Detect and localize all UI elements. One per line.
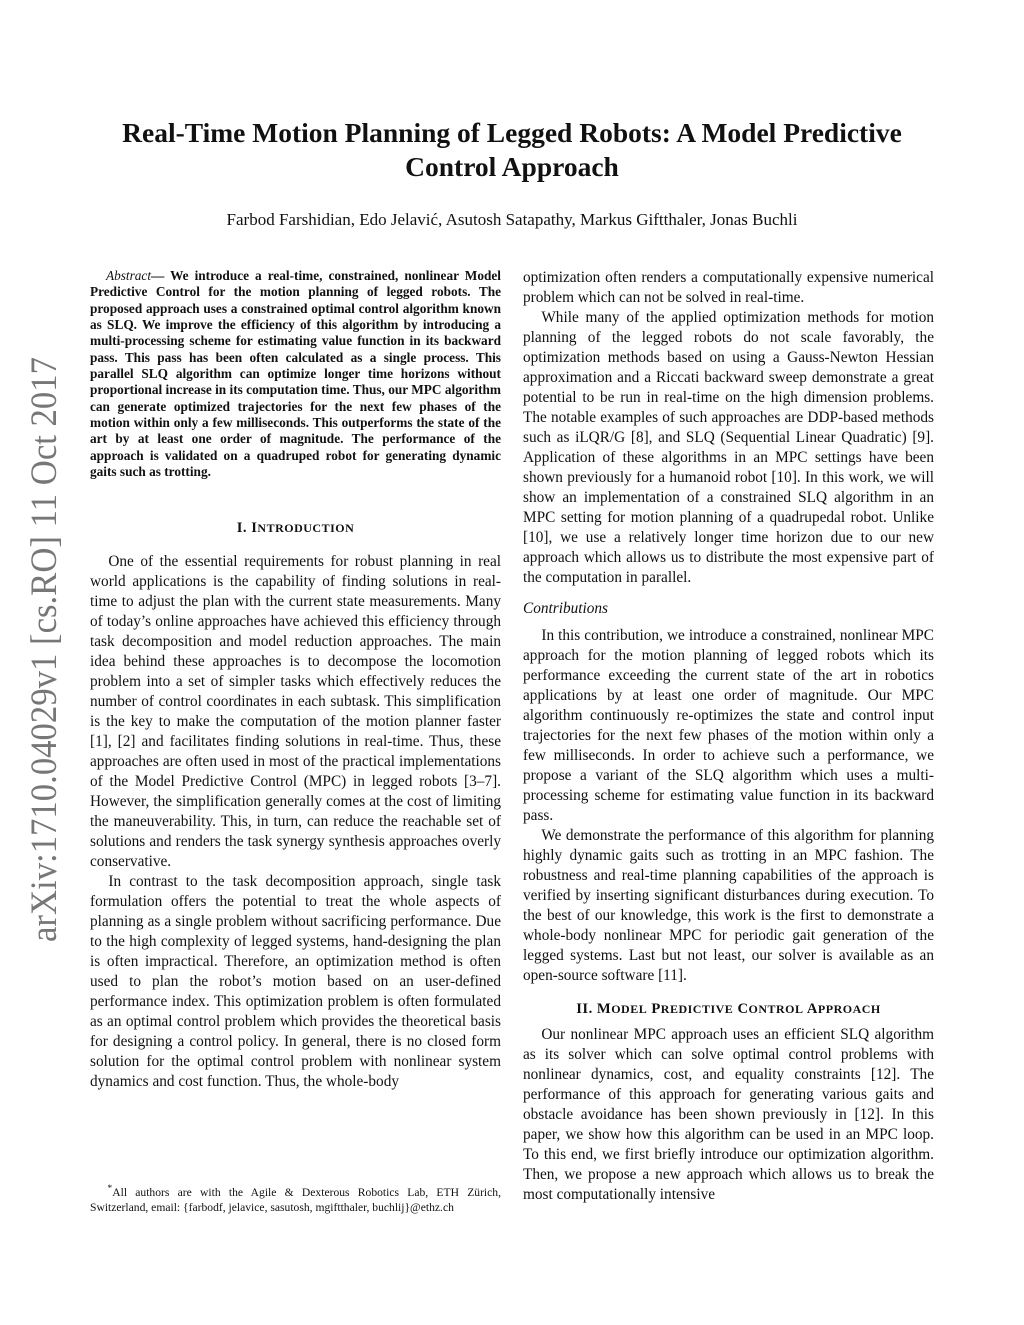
right-paragraph-2: While many of the applied optimization methods for motion planning of the legged robots do not scale favorably, the optimization methods based on using a Gauss-Newton Hessian approximation and a Riccati backward sweep demonstrate a great potential to be run in real-time on the high dimension problems. The notable examples of such approaches are DDP-based methods such as iLQR/G [8], and SLQ (Sequential Linear Quadratic) [9]. Application of these algorithms in an MPC settings have been shown previously for a humanoid robot [10]. In this work, we will show an implementation of a constrained SLQ algorithm in an MPC setting for motion planning of a quadrupedal robot. Unlike [10], we use a relatively longer time horizon due to our new approach which allows us to distribute the most expensive part of the computation in parallel. [523, 309, 934, 586]
section-heading-mpc-approach: II. MODEL PREDICTIVE CONTROL APPROACH [576, 1001, 881, 1017]
abstract-text: — We introduce a real-time, constrained, nonlinear Model Predictive Control for the motion planning of legged robots. The proposed approach uses a constrained optimal control algorithm known as SLQ. We improve the efficiency of this algorithm by introducing a multi-processing scheme for estimating value function in its backward pass. This pass has been often calculated as a single process. This parallel SLQ algorithm can optimize longer time horizons without proportional increase in its computation time. Thus, our MPC algorithm can generate optimized trajectories for the next few phases of the motion within only a few milliseconds. This outperforms the state of the art by at least one order of magnitude. The performance of the approach is validated on a quadruped robot for generating dynamic gaits such as trotting. [90, 268, 501, 480]
arxiv-id-text: arXiv:1710.04029v1 [cs.RO] 11 Oct 2017 [24, 350, 65, 942]
abstract-label: Abstract [105, 268, 152, 283]
left-column [90, 268, 501, 1092]
author-list: Farbod Farshidian, Edo Jelavić, Asutosh Satapathy, Markus Giftthaler, Jonas Buchli [226, 210, 798, 229]
intro-paragraph-1: One of the essential requirements for robust planning in real world applications is the capability of finding solutions in real-time to adjust the plan with the current state measurements. Many of today’s online approaches have achieved this efficiency through task decomposition and model reduction approaches. The main idea behind these approaches is to decompose the locomotion problem into a set of simpler tasks which effectively reduces the number of control coordinates in each subtask. This simplification is the key to make the computation of the motion planner faster [1], [2] and facilitates finding solutions in real-time. Thus, these approaches are often used in most of the practical implementations of the Model Predictive Control (MPC) in legged robots [3–7]. However, the simplification generally comes at the cost of limiting the maneuverability. This, in turn, can reduce the reachable set of solutions and renders the task synergy synthesis approaches overly conservative. [90, 553, 501, 871]
contributions-paragraph-2: We demonstrate the performance of this algorithm for planning highly dynamic gaits such as trotting in an MPC fashion. The robustness and real-time planning capabilities of the approach is verified by inserting significant disturbances during execution. To the best of our knowledge, this work is the first to demonstrate a whole-body nonlinear MPC for periodic gait generation of the legged systems. Last but not least, our solver is available as an open-source software [11]. [523, 827, 934, 984]
intro-paragraph-2: In contrast to the task decomposition approach, single task formulation offers the potential to treat the whole aspects of planning as a single problem without sacrificing performance. Due to the high complexity of legged systems, hand-designing the plan is often impractical. Therefore, an optimization method is often used to plan the robot’s motion based on an user-defined performance index. This optimization problem is often formulated as an optimal control problem which provides the theoretical basis for designing a control policy. In general, there is no closed form solution for the optimal control problem with nonlinear system dynamics and cost function. Thus, the whole-body [90, 873, 501, 1091]
abstract [90, 268, 501, 480]
paper-title: Real-Time Motion Planning of Legged Robots: A Model Predictive Control Approach [122, 117, 902, 182]
mpc-approach-paragraph: Our nonlinear MPC approach uses an efficient SLQ algorithm as its solver which can solve optimal control problems with nonlinear dynamics, cost, and equality constraints [12]. The performance of this approach for generating various gaits and obstacle avoidance has been shown previously in [12]. In this paper, we show how this algorithm can be used in an MPC loop. To this end, we first briefly introduce our optimization algorithm. Then, we propose a new approach which allows us to break the most computationally intensive [523, 1026, 934, 1203]
arxiv-identifier-stamp [10, 350, 70, 950]
contributions-heading: Contributions [523, 600, 608, 617]
contributions-paragraph-1: In this contribution, we introduce a constrained, nonlinear MPC approach for the motion planning of legged robots which its performance exceeding the current state of the art in robotics applications by at least one order of magnitude. Our MPC algorithm continuously re-optimizes the state and control input trajectories for the next few phases of the motion within only a few milliseconds. In order to achieve such a performance, we propose a variant of the SLQ algorithm which uses a multi-processing scheme for estimating value function in its backward pass. [523, 627, 934, 824]
footnote-text: All authors are with the Agile & Dexterous Robotics Lab, ETH Zürich, Switzerland, email: {farbodf, jelavice, sasutosh, mgiftthaler, buchlij}@ethz.ch [90, 1185, 501, 1215]
footnote [90, 1181, 501, 1216]
section-heading-introduction: I. INTRODUCTION [236, 520, 355, 537]
right-paragraph-continued: optimization often renders a computationally expensive numerical problem which can not be solved in real-time. [523, 269, 934, 306]
footnote-mark: * [107, 1183, 113, 1194]
right-column [523, 268, 934, 1205]
